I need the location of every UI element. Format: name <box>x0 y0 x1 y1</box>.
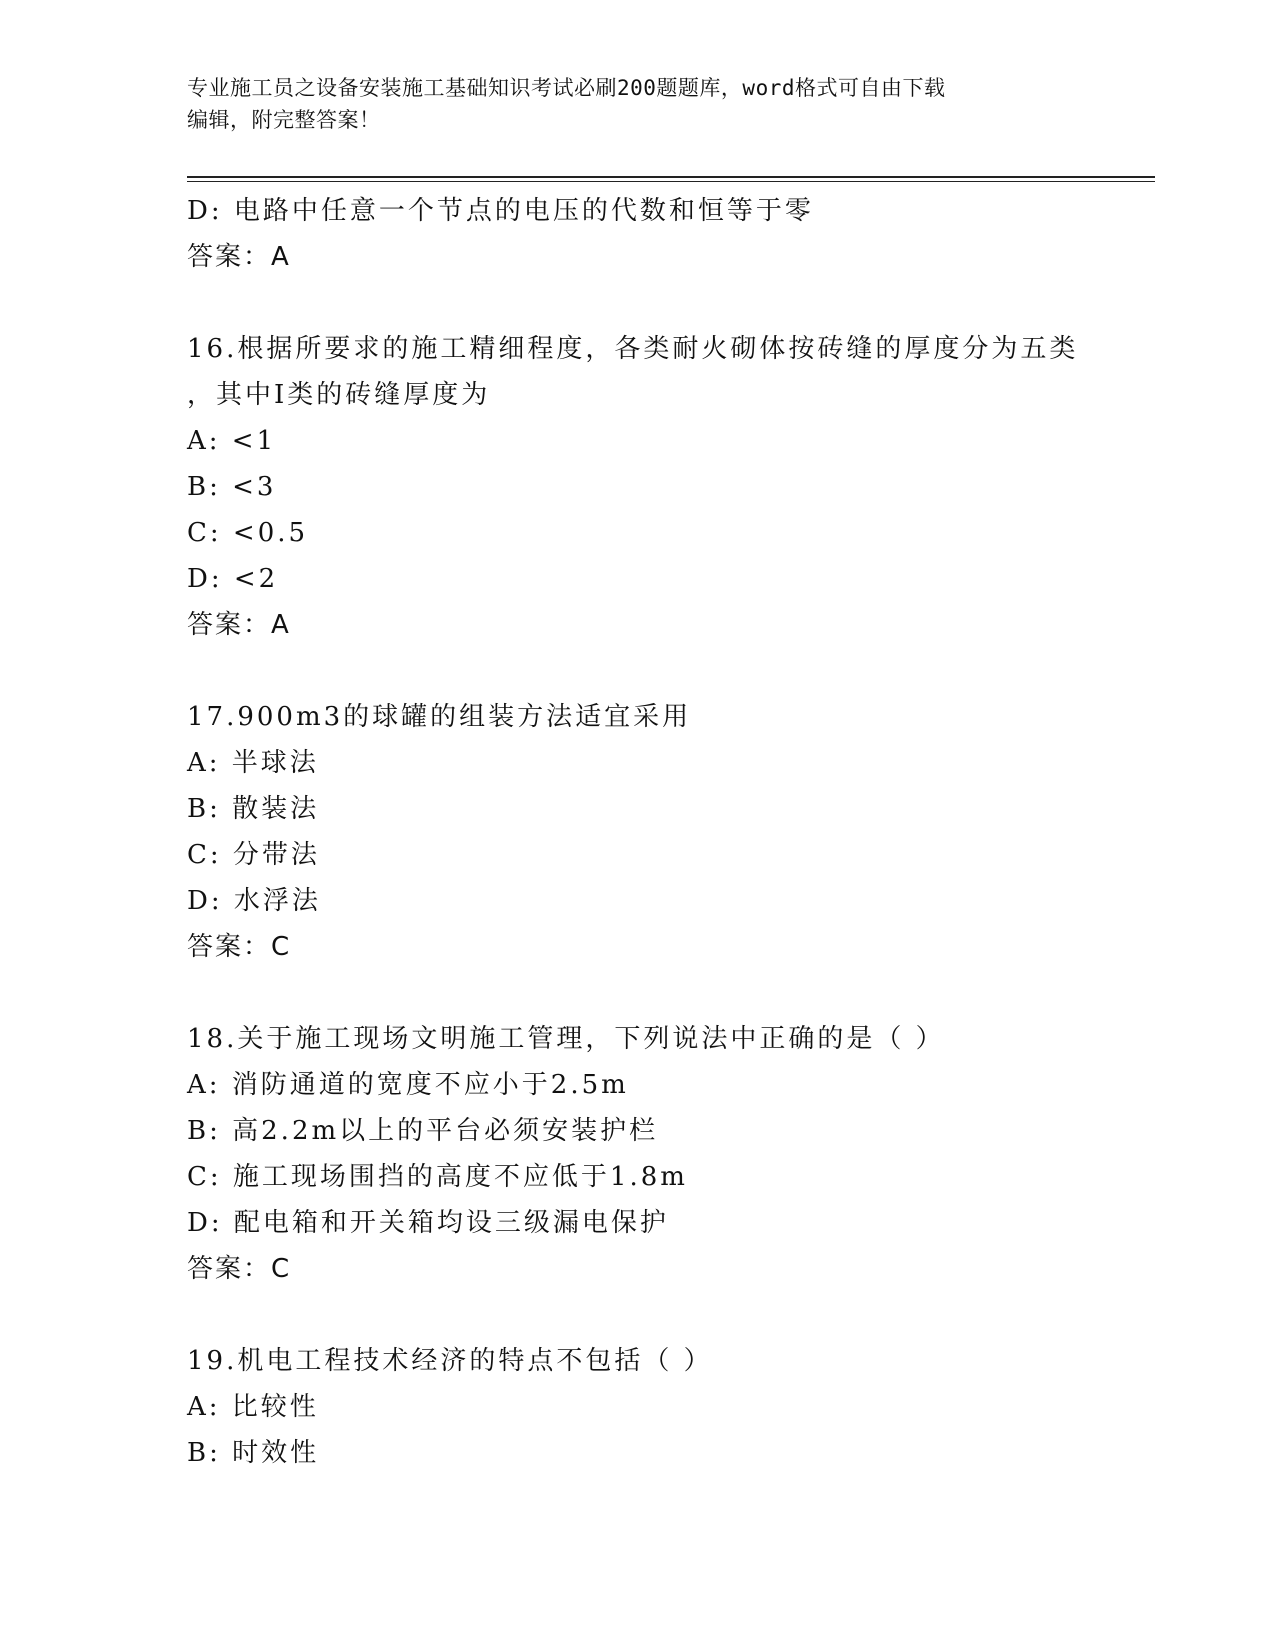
q18-answer: 答案：C <box>187 1254 292 1284</box>
spacer <box>187 970 1107 1016</box>
q17-answer: 答案：C <box>187 932 292 962</box>
spacer <box>187 1292 1107 1338</box>
q18-option-b: B: 高2.2m以上的平台必须安装护栏 <box>187 1116 659 1146</box>
q19-stem: 19.机电工程技术经济的特点不包括（ ） <box>187 1346 713 1376</box>
q17-option-d: D: 水浮法 <box>187 886 321 916</box>
q16-option-d: D: <2 <box>187 564 279 594</box>
q18-option-a: A: 消防通道的宽度不应小于2.5m <box>187 1070 629 1100</box>
q17-option-a: A: 半球法 <box>187 748 319 778</box>
header-divider-thick <box>187 176 1155 178</box>
q16-option-a: A: <1 <box>187 426 277 456</box>
header-line-1: 专业施工员之设备安装施工基础知识考试必刷200题题库，word格式可自由下载 <box>187 76 946 100</box>
q16-stem-line-1: 16.根据所要求的施工精细程度，各类耐火砌体按砖缝的厚度分为五类 <box>187 334 1079 364</box>
q19-option-a: A: 比较性 <box>187 1392 319 1422</box>
q15-option-d: D: 电路中任意一个节点的电压的代数和恒等于零 <box>187 196 814 226</box>
q17-stem: 17.900m3的球罐的组装方法适宜采用 <box>187 702 692 732</box>
q16-option-b: B: <3 <box>187 472 277 502</box>
header-line-2: 编辑，附完整答案！ <box>187 108 381 132</box>
question-list <box>187 188 1107 1476</box>
q17-option-b: B: 散装法 <box>187 794 320 824</box>
q18-option-d: D: 配电箱和开关箱均设三级漏电保护 <box>187 1208 669 1238</box>
header-divider-thin <box>187 181 1155 182</box>
q16-stem-line-2: ，其中Ⅰ类的砖缝厚度为 <box>187 380 491 410</box>
q18-stem: 18.关于施工现场文明施工管理，下列说法中正确的是（ ） <box>187 1024 945 1054</box>
q17-option-c: C: 分带法 <box>187 840 320 870</box>
spacer <box>187 648 1107 694</box>
q18-option-c: C: 施工现场围挡的高度不应低于1.8m <box>187 1162 688 1192</box>
q19-option-b: B: 时效性 <box>187 1438 320 1468</box>
spacer <box>187 280 1107 326</box>
q16-answer: 答案：A <box>187 610 291 640</box>
q16-option-c: C: <0.5 <box>187 518 309 548</box>
document-header <box>187 72 1067 136</box>
q15-answer: 答案：A <box>187 242 291 272</box>
